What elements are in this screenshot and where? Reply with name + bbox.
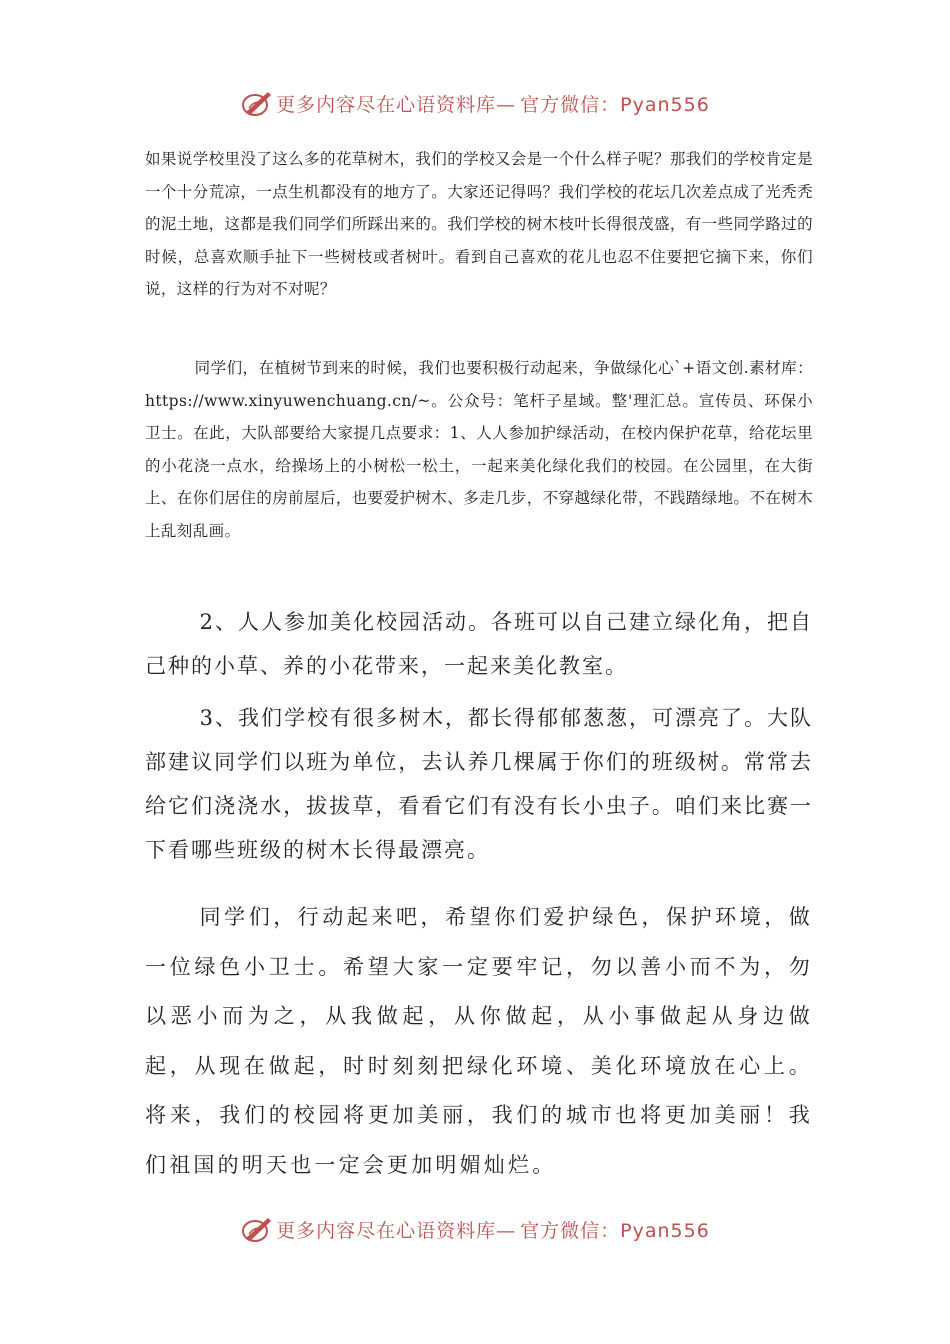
paragraph-2 [145,352,813,548]
paragraph-1-text: 如果说学校里没了这么多的花草树木，我们的学校又会是一个什么样子呢？那我们的学校肯定是一个十分荒凉，一点生机都没有的地方了。大家还记得吗？我们学校的花坛几次差点成了光秃秃的泥土地，这都是我们同学们所踩出来的。我们学校的树木枝叶长得很茂盛，有一些同学路过的时候，总喜欢顺手扯下一些树枝或者树叶。看到自己喜欢的花儿也忍不住要把它摘下来，你们说，这样的行为对不对呢？ [145,150,813,299]
footer-watermark-wechat: 官方微信：Pyan556 [520,1219,710,1242]
header-watermark [0,83,950,123]
footer-watermark [0,1209,950,1249]
paragraph-2-text: 同学们，在植树节到来的时候，我们也要积极行动起来，争做绿化心`+语文创.素材库：https://www.xinyuwenchuang.cn/~。公众号：笔杆子星域。整'理汇总。宣传员、环保小卫士。在此，大队部要给大家提几点要求：1、人人参加护绿活动，在校内保护花草，给花坛里的小花浇一点水，给操场上的小树松一松土，一起来美化绿化我们的校园。在公园里，在大街上、在你们居住的房前屋后，也要爱护树木、多走几步，不穿越绿化带，不践踏绿地。不在树木上乱刻乱画。 [145,359,813,540]
header-watermark-wechat: 官方微信：Pyan556 [520,93,710,116]
paragraph-4-text: 3、我们学校有很多树木，都长得郁郁葱葱，可漂亮了。大队部建议同学们以班为单位，去认养几棵属于你们的班级树。常常去给它们浇浇水，拔拔草，看看它们有没有长小虫子。咱们来比赛一下看哪些班级的树木长得最漂亮。 [145,706,813,862]
pen-logo-icon [240,88,274,118]
header-watermark-text: 更多内容尽在心语资料库— [276,93,517,116]
paragraph-3 [145,600,813,688]
paragraph-1 [145,143,813,306]
paragraph-4 [145,696,813,872]
paragraph-5 [145,893,813,1190]
footer-watermark-text: 更多内容尽在心语资料库— [276,1219,517,1242]
paragraph-5-text: 同学们，行动起来吧，希望你们爱护绿色，保护环境，做一位绿色小卫士。希望大家一定要牢记，勿以善小而不为，勿以恶小而为之，从我做起，从你做起，从小事做起从身边做起，从现在做起，时时刻刻把绿化环境、美化环境放在心上。将来，我们的校园将更加美丽，我们的城市也将更加美丽！我们祖国的明天也一定会更加明媚灿烂。 [145,905,813,1177]
pen-logo-icon [240,1214,274,1244]
paragraph-3-text: 2、人人参加美化校园活动。各班可以自己建立绿化角，把自己种的小草、养的小花带来，一起来美化教室。 [145,610,813,678]
